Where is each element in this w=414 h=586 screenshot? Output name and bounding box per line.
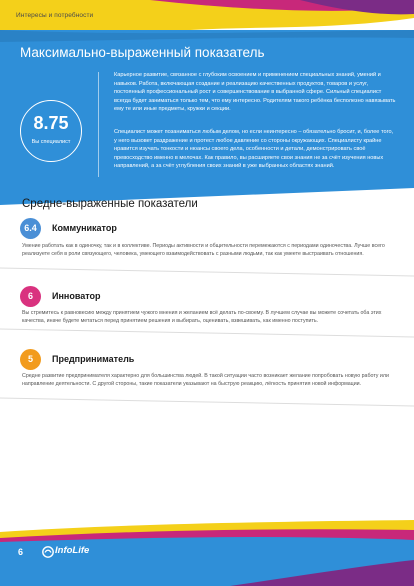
score-badge: 6 bbox=[20, 286, 41, 307]
score-badge: 6.4 bbox=[20, 218, 41, 239]
score-badge: 5 bbox=[20, 349, 41, 370]
logo-mark-icon bbox=[42, 546, 54, 558]
page-number: 6 bbox=[18, 547, 24, 557]
indicator-description: Вы стремитесь к равновесию между принятием чужого мнения и желанием всё делать по-своему. В лучшем случае вы можете сочетать оба этих качества, иначе будете метаться перед принятием решения и выбирать, оценивать, взвешивать, как именно поступить. bbox=[22, 310, 382, 324]
score-circle bbox=[20, 100, 82, 162]
section-separator bbox=[0, 396, 414, 410]
logo-text: InfoLife bbox=[55, 545, 90, 556]
description-paragraph-2: Специалист может позаниматься любым делом, но если неинтересно – обязательно бросит, и, более того, у него вызовет раздражение и протест любое давление со стороны окружающих. Специалисту крайне нравится изучать тонкости и нюансы своего дела, особенности и детали, демонстрировать своё превосходство именно в мелочах. Как правило, вы расширяете свои знания не за счёт изучения новых направлений, а за счёт углубления своих знаний в уже выбранных областях знаний. bbox=[114, 129, 394, 170]
section-label: Интересы и потребности bbox=[16, 12, 94, 19]
secondary-heading: Средне-выраженные показатели bbox=[22, 198, 198, 210]
section-separator bbox=[0, 327, 414, 341]
vertical-divider bbox=[98, 72, 99, 177]
indicator-description: Умение работать как в одиночку, так и в коллективе. Периоды активности и общительности перемежаются с периодами одиночества. Лучше всего реализуете себя в роли связующего, человека, умеющего взаимодействовать с разными людьми, так как умеете выстраивать отношения. bbox=[22, 243, 385, 257]
main-title: Максимально-выраженный показатель bbox=[20, 45, 265, 60]
description-paragraph-1: Карьерное развитие, связанное с глубоким освоением и применением специальных знаний, умений и навыков. Работа, включающая создание и реализацию качественных продуктов, товаров и услуг, постоянный профессиональный рост и совершенствование в выбранной сфере. Сильный специалист всегда будет заниматься только тем, что ему интересно. Родителям такого ребёнка бесполезно навязывать ему те или иные предметы, кружки и секции. bbox=[114, 72, 396, 113]
indicator-title: Предприниматель bbox=[52, 354, 135, 364]
indicator-title: Инноватор bbox=[52, 291, 101, 301]
section-separator bbox=[0, 266, 414, 280]
indicator-title: Коммуникатор bbox=[52, 223, 117, 233]
score-caption: Вы специалист bbox=[31, 139, 71, 145]
score-value: 8.75 bbox=[33, 113, 69, 133]
indicator-description: Средне развитие предпринимателя характерно для большинства людей. В такой ситуации часто возникает желание попробовать новую работу или направление деятельности. С другой стороны, такие показатели указывают на быструю реакцию, лёгкость принятия новой информации. bbox=[22, 373, 389, 387]
